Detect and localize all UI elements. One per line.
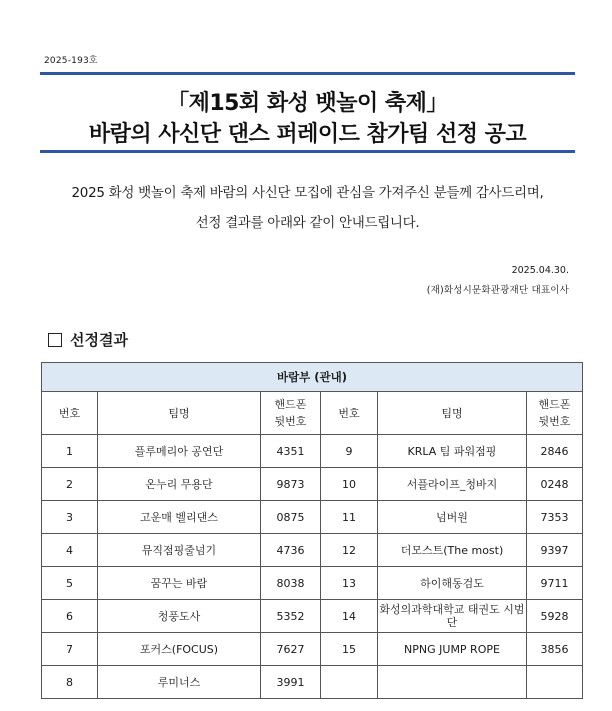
team-name-cell: 더모스트(The most) bbox=[378, 534, 527, 567]
table-row bbox=[42, 600, 583, 633]
phone-suffix-cell: 5928 bbox=[527, 600, 583, 633]
phone-suffix-cell: 8038 bbox=[261, 567, 321, 600]
phone-suffix-cell: 7353 bbox=[527, 501, 583, 534]
team-name-cell: 하이해동검도 bbox=[378, 567, 527, 600]
col-header-phone-line2: 뒷번호 bbox=[274, 415, 307, 428]
table-row bbox=[42, 633, 583, 666]
team-number-cell: 11 bbox=[321, 501, 378, 534]
team-number-cell: 2 bbox=[42, 468, 98, 501]
phone-suffix-cell: 0875 bbox=[261, 501, 321, 534]
team-number-cell: 5 bbox=[42, 567, 98, 600]
phone-suffix-cell: 9711 bbox=[527, 567, 583, 600]
title-line-2: 바람의 사신단 댄스 퍼레이드 참가팀 선정 공고 bbox=[88, 122, 527, 147]
section-heading bbox=[48, 329, 128, 350]
table-row bbox=[42, 435, 583, 468]
table-row bbox=[42, 468, 583, 501]
phone-suffix-cell: 2846 bbox=[527, 435, 583, 468]
table-row bbox=[42, 534, 583, 567]
col-header-phone-line1: 핸드폰 bbox=[538, 398, 571, 411]
table-row bbox=[42, 501, 583, 534]
intro-paragraph bbox=[40, 178, 575, 238]
col-header-phone bbox=[261, 392, 321, 435]
team-name-cell: 청풍도사 bbox=[98, 600, 261, 633]
phone-suffix-cell: 3856 bbox=[527, 633, 583, 666]
team-number-cell: 6 bbox=[42, 600, 98, 633]
col-header-phone-line2: 뒷번호 bbox=[538, 415, 571, 428]
col-header-phone bbox=[527, 392, 583, 435]
result-table bbox=[41, 362, 583, 699]
team-number-cell: 1 bbox=[42, 435, 98, 468]
phone-suffix-cell bbox=[527, 666, 583, 699]
team-name-cell: 넘버원 bbox=[378, 501, 527, 534]
team-number-cell: 13 bbox=[321, 567, 378, 600]
team-number-cell: 9 bbox=[321, 435, 378, 468]
team-number-cell: 3 bbox=[42, 501, 98, 534]
phone-suffix-cell: 7627 bbox=[261, 633, 321, 666]
team-name-cell: 화성의과학대학교 태권도 시범단 bbox=[378, 600, 527, 633]
column-header-row bbox=[42, 392, 583, 435]
intro-line-1: 2025 화성 뱃놀이 축제 바람의 사신단 모집에 관심을 가져주신 분들께 감사드리며, bbox=[71, 185, 544, 201]
col-header-no: 번호 bbox=[321, 392, 378, 435]
team-name-cell bbox=[378, 666, 527, 699]
phone-suffix-cell: 3991 bbox=[261, 666, 321, 699]
phone-suffix-cell: 9397 bbox=[527, 534, 583, 567]
team-name-cell: 포커스(FOCUS) bbox=[98, 633, 261, 666]
table-row bbox=[42, 567, 583, 600]
title-line-1: 「제15회 화성 뱃놀이 축제」 bbox=[167, 91, 448, 116]
team-name-cell: 고운매 벨리댄스 bbox=[98, 501, 261, 534]
phone-suffix-cell: 4351 bbox=[261, 435, 321, 468]
team-name-cell: 뮤직점핑줄넘기 bbox=[98, 534, 261, 567]
team-name-cell: KRLA 팀 파워점핑 bbox=[378, 435, 527, 468]
team-name-cell: 서플라이프_청바지 bbox=[378, 468, 527, 501]
team-name-cell: NPNG JUMP ROPE bbox=[378, 633, 527, 666]
team-number-cell: 7 bbox=[42, 633, 98, 666]
team-number-cell: 10 bbox=[321, 468, 378, 501]
section-title: 선정결과 bbox=[70, 331, 128, 349]
col-header-no: 번호 bbox=[42, 392, 98, 435]
team-name-cell: 꿈꾸는 바람 bbox=[98, 567, 261, 600]
announcement-date: 2025.04.30. bbox=[511, 265, 569, 276]
team-number-cell: 15 bbox=[321, 633, 378, 666]
team-number-cell: 12 bbox=[321, 534, 378, 567]
team-name-cell: 루미너스 bbox=[98, 666, 261, 699]
title-top-rule bbox=[40, 72, 575, 75]
team-name-cell: 온누리 무용단 bbox=[98, 468, 261, 501]
phone-suffix-cell: 4736 bbox=[261, 534, 321, 567]
checkbox-square-icon bbox=[48, 333, 62, 347]
title-bottom-rule bbox=[40, 150, 575, 153]
issuer: (재)화성시문화관광재단 대표이사 bbox=[426, 285, 569, 296]
division-header: 바람부 (관내) bbox=[42, 363, 583, 392]
team-number-cell: 14 bbox=[321, 600, 378, 633]
team-name-cell: 플루메리아 공연단 bbox=[98, 435, 261, 468]
phone-suffix-cell: 9873 bbox=[261, 468, 321, 501]
table-row bbox=[42, 666, 583, 699]
document-number: 2025-193호 bbox=[44, 56, 98, 66]
col-header-phone-line1: 핸드폰 bbox=[274, 398, 307, 411]
phone-suffix-cell: 0248 bbox=[527, 468, 583, 501]
intro-line-2: 선정 결과를 아래와 같이 안내드립니다. bbox=[195, 215, 420, 231]
col-header-team: 팀명 bbox=[98, 392, 261, 435]
team-number-cell bbox=[321, 666, 378, 699]
team-number-cell: 8 bbox=[42, 666, 98, 699]
phone-suffix-cell: 5352 bbox=[261, 600, 321, 633]
col-header-team: 팀명 bbox=[378, 392, 527, 435]
team-number-cell: 4 bbox=[42, 534, 98, 567]
